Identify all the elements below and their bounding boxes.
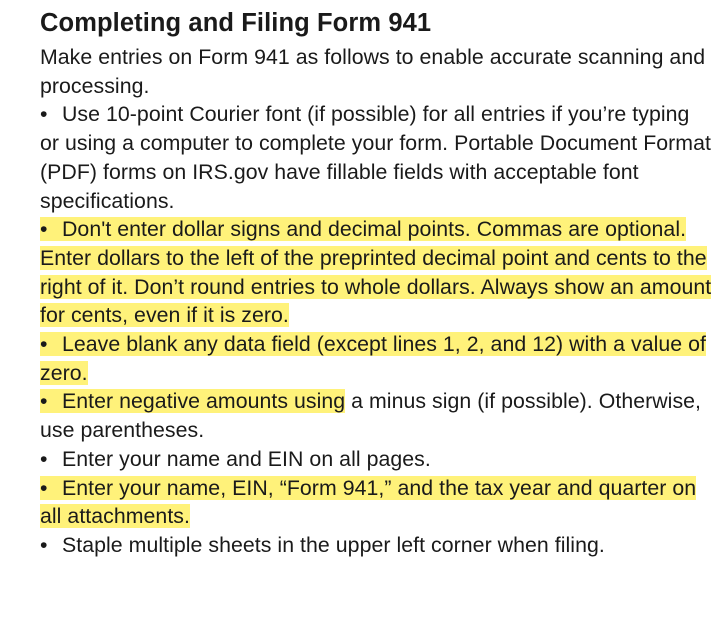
bullet-item-attachments [40,474,712,531]
highlighted-text: Enter your name, EIN, “Form 941,” and the tax year and quarter on all attachments. [40,475,697,529]
bullet-item-staple [40,531,712,560]
highlighted-text: Enter negative amounts using [62,389,346,414]
bullet-text: Enter your name and EIN on all pages. [62,446,431,471]
bullet-item-blank-fields [40,330,712,387]
highlighted-bullet-text [40,476,696,529]
page-title: Completing and Filing Form 941 [40,9,432,37]
bullet-icon: • [40,446,48,471]
bullet-text: a minus sign (if possible). Otherwise, use parentheses. [40,389,702,443]
bullet-icon: • [40,332,48,357]
highlighted-bullet-text [40,389,345,413]
document-page [40,6,712,560]
bullet-text: Use 10-point Courier font (if possible) for all entries if you’re typing or using a computer to complete your form. Portable Document Format (PDF) forms on IRS.gov have fillable fields with acceptable font specifications. [40,102,711,213]
bullet-icon: • [40,475,48,500]
bullet-item-dollar-signs [40,215,712,330]
bullet-icon: • [40,532,48,557]
bullet-item-name-ein-pages [40,445,712,474]
bullet-text: Staple multiple sheets in the upper left corner when filing. [62,532,605,557]
document-body [40,43,712,560]
bullet-icon: • [40,217,48,242]
bullet-icon: • [40,389,48,414]
highlighted-bullet-text [40,332,706,385]
highlighted-bullet-text [40,217,711,327]
intro-paragraph: Make entries on Form 941 as follows to enable accurate scanning and processing. [40,45,706,98]
highlighted-text: Don't enter dollar signs and decimal points. Commas are optional. Enter dollars to the left of the preprinted decimal point and cents to the right of it. Don’t round entries to whole dollars. Always show an amount for cents, even if it is zero. [40,217,712,328]
bullet-icon: • [40,102,48,127]
highlighted-text: Leave blank any data field (except lines 1, 2, and 12) with a value of zero. [40,332,706,385]
bullet-item-negative-amounts [40,387,712,444]
bullet-item-courier-font [40,100,712,215]
